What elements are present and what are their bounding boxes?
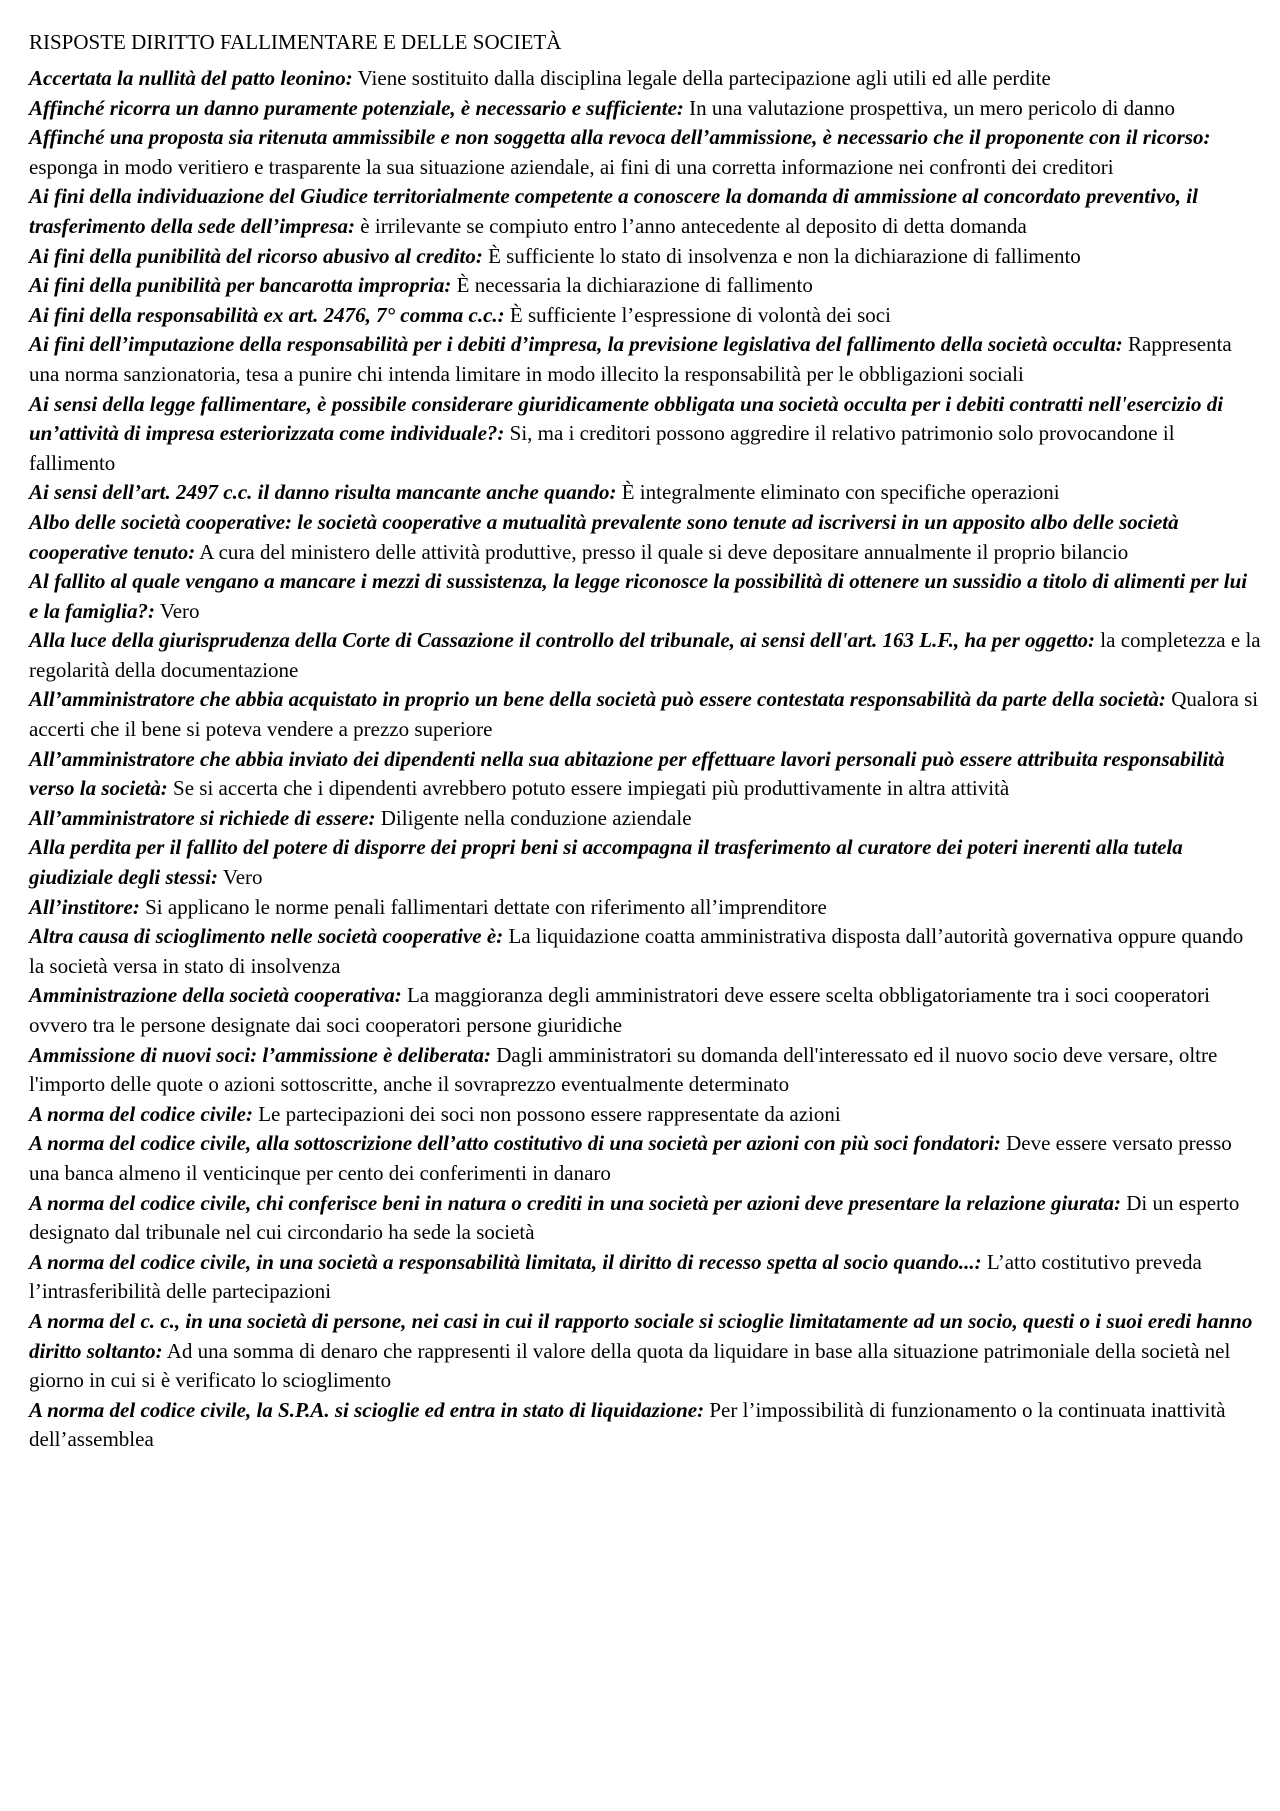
answer-text: Deve essere versato presso una banca almeno il venticinque per cento dei conferimenti in danaro [29,1131,1232,1185]
question-text: All’amministratore si richiede di essere: [29,805,376,830]
question-text: Alla luce della giurisprudenza della Corte di Cassazione il controllo del tribunale, ai sensi dell'art. 163 L.F., ha per oggetto: [29,628,1096,653]
answer-text: Per l’impossibilità di funzionamento o la continuata inattività dell’assemblea [29,1397,1226,1452]
question-text: Ai fini della responsabilità ex art. 2476, 7° comma c.c.: [29,302,505,327]
question-text: Ai fini dell’imputazione della responsabilità per i debiti d’impresa, la previsione legislativa del fallimento della società occulta: [29,332,1123,357]
question-text: Affinché ricorra un danno puramente potenziale, è necessario e sufficiente: [29,95,684,120]
qa-entry [29,64,1261,94]
question-text: Albo delle società cooperative: le società cooperative a mutualità prevalente sono tenute ad iscriversi in un apposito albo delle società cooperative tenuto: [29,509,1179,564]
answer-text: Si, ma i creditori possono aggredire il relativo patrimonio solo provocandone il fallimento [29,421,1175,475]
qa-entry [29,1041,1261,1100]
qa-entry [29,271,1261,301]
answer-text: Ad una somma di denaro che rappresenti il valore della quota da liquidare in base alla situazione patrimoniale della società nel giorno in cui si è verificato lo scioglimento [29,1338,1231,1393]
question-text: Ai sensi dell’art. 2497 c.c. il danno risulta mancante anche quando: [29,480,617,505]
qa-entry [29,301,1261,331]
question-text: A norma del codice civile, alla sottoscrizione dell’atto costitutivo di una società per azioni con più soci fondatori: [29,1131,1001,1156]
question-text: All’amministratore che abbia acquistato in proprio un bene della società può essere contestata responsabilità da parte della società: [29,687,1166,712]
answer-text: è irrilevante se compiuto entro l’anno antecedente al deposito di detta domanda [355,213,1027,238]
question-text: Ai fini della punibilità per bancarotta impropria: [29,273,452,298]
answer-text: Viene sostituito dalla disciplina legale della partecipazione agli utili ed alle perdite [352,66,1051,90]
answer-text: Se si accerta che i dipendenti avrebbero potuto essere impiegati più produttivamente in altra attività [167,776,1010,801]
question-text: A norma del c. c., in una società di persone, nei casi in cui il rapporto sociale si scioglie limitatamente ad un socio, questi o i suoi eredi hanno diritto soltanto: [29,1308,1253,1363]
qa-entry [29,478,1261,508]
answer-text: L’atto costitutivo preveda l’intrasferibilità delle partecipazioni [29,1249,1202,1304]
qa-entry [29,242,1261,272]
qa-entry [29,182,1261,241]
document-page [29,28,1261,1455]
qa-entry [29,1189,1261,1248]
question-text: Ammissione di nuovi soci: l’ammissione è deliberata: [29,1042,491,1067]
qa-entry [29,123,1261,182]
answer-text: Qualora si accerti che il bene si poteva vendere a prezzo superiore [29,687,1259,742]
answer-text: È integralmente eliminato con specifiche operazioni [616,480,1060,505]
qa-entry [29,1307,1261,1396]
answer-text: È sufficiente l’espressione di volontà dei soci [504,302,891,327]
question-text: A norma del codice civile: [29,1101,253,1126]
question-text: A norma del codice civile, chi conferisce beni in natura o crediti in una società per azioni deve presentare la relazione giurata: [29,1190,1121,1215]
qa-entry [29,508,1261,567]
qa-entry [29,922,1261,981]
question-text: Ai fini della individuazione del Giudice territorialmente competente a conoscere la domanda di ammissione al concordato preventivo, il trasferimento della sede dell’impresa: [29,184,1198,238]
answer-text: la completezza e la regolarità della documentazione [29,628,1261,682]
qa-entry [29,626,1261,685]
answer-text: Rappresenta una norma sanzionatoria, tesa a punire chi intenda limitare in modo illecito la responsabilità per le obbligazioni sociali [29,332,1232,386]
answer-text: In una valutazione prospettiva, un mero pericolo di danno [683,95,1175,120]
question-text: Altra causa di scioglimento nelle società cooperative è: [29,924,504,949]
answer-text: Diligente nella conduzione aziendale [375,805,692,830]
qa-entry [29,893,1261,923]
question-text: All’amministratore che abbia inviato dei dipendenti nella sua abitazione per effettuare lavori personali può essere attribuita responsabilità verso la società: [29,746,1225,801]
question-text: All’institore: [29,894,140,919]
question-text: Al fallito al quale vengano a mancare i mezzi di sussistenza, la legge riconosce la possibilità di ottenere un sussidio a titolo di alimenti per lui e la famiglia?: [29,569,1248,623]
question-text: A norma del codice civile, in una società a responsabilità limitata, il diritto di recesso spetta al socio quando...: [29,1249,982,1274]
answer-text: Di un esperto designato dal tribunale nel cui circondario ha sede la società [29,1190,1240,1245]
answer-text: A cura del ministero delle attività produttive, presso il quale si deve depositare annualmente il proprio bilancio [195,539,1129,564]
qa-entry [29,1396,1261,1455]
answer-text: Le partecipazioni dei soci non possono essere rappresentate da azioni [252,1101,841,1126]
qa-entry [29,330,1261,389]
answer-text: Si applicano le norme penali fallimentari dettate con riferimento all’imprenditore [139,894,827,919]
answer-text: La liquidazione coatta amministrativa disposta dall’autorità governativa oppure quando la società versa in stato di insolvenza [29,924,1244,978]
answer-text: È sufficiente lo stato di insolvenza e non la dichiarazione di fallimento [482,243,1081,268]
qa-entry [29,390,1261,479]
question-text: Alla perdita per il fallito del potere di disporre dei propri beni si accompagna il trasferimento al curatore dei poteri inerenti alla tutela giudiziale degli stessi: [29,835,1183,890]
qa-entry [29,833,1261,892]
qa-entry [29,1100,1261,1130]
qa-entry [29,745,1261,804]
qa-entry [29,685,1261,744]
question-text: Accertata la nullità del patto leonino: [29,66,353,90]
qa-list [29,64,1261,1455]
qa-entry [29,567,1261,626]
qa-entry [29,94,1261,124]
answer-text: Vero [154,598,200,623]
question-text: A norma del codice civile, la S.P.A. si scioglie ed entra in stato di liquidazione: [29,1397,705,1422]
answer-text: La maggioranza degli amministratori deve essere scelta obbligatoriamente tra i soci cooperatori ovvero tra le persone designate dai soci cooperatori persone giuridiche [29,983,1210,1037]
question-text: Affinché una proposta sia ritenuta ammissibile e non soggetta alla revoca dell’ammissione, è necessario che il proponente con il ricorso: [29,125,1211,150]
document-title: RISPOSTE DIRITTO FALLIMENTARE E DELLE SOCIETÀ [29,30,562,54]
answer-text: È necessaria la dichiarazione di fallimento [451,273,813,298]
question-text: Ai fini della punibilità del ricorso abusivo al credito: [29,243,483,268]
qa-entry [29,981,1261,1040]
qa-entry [29,1248,1261,1307]
qa-entry [29,804,1261,834]
answer-text: Dagli amministratori su domanda dell'interessato ed il nuovo socio deve versare, oltre l'importo delle quote o azioni sottoscritte, anche il sovraprezzo eventualmente determinato [29,1042,1218,1097]
question-text: Amministrazione della società cooperativa: [29,983,402,1008]
qa-entry [29,1129,1261,1188]
answer-text: esponga in modo veritiero e trasparente la sua situazione aziendale, ai fini di una corretta informazione nei confronti dei creditori [29,154,1114,179]
question-text: Ai sensi della legge fallimentare, è possibile considerare giuridicamente obbligata una società occulta per i debiti contratti nell'esercizio di un’attività di impresa esteriorizzata come individuale?: [29,391,1224,446]
answer-text: Vero [218,865,263,890]
